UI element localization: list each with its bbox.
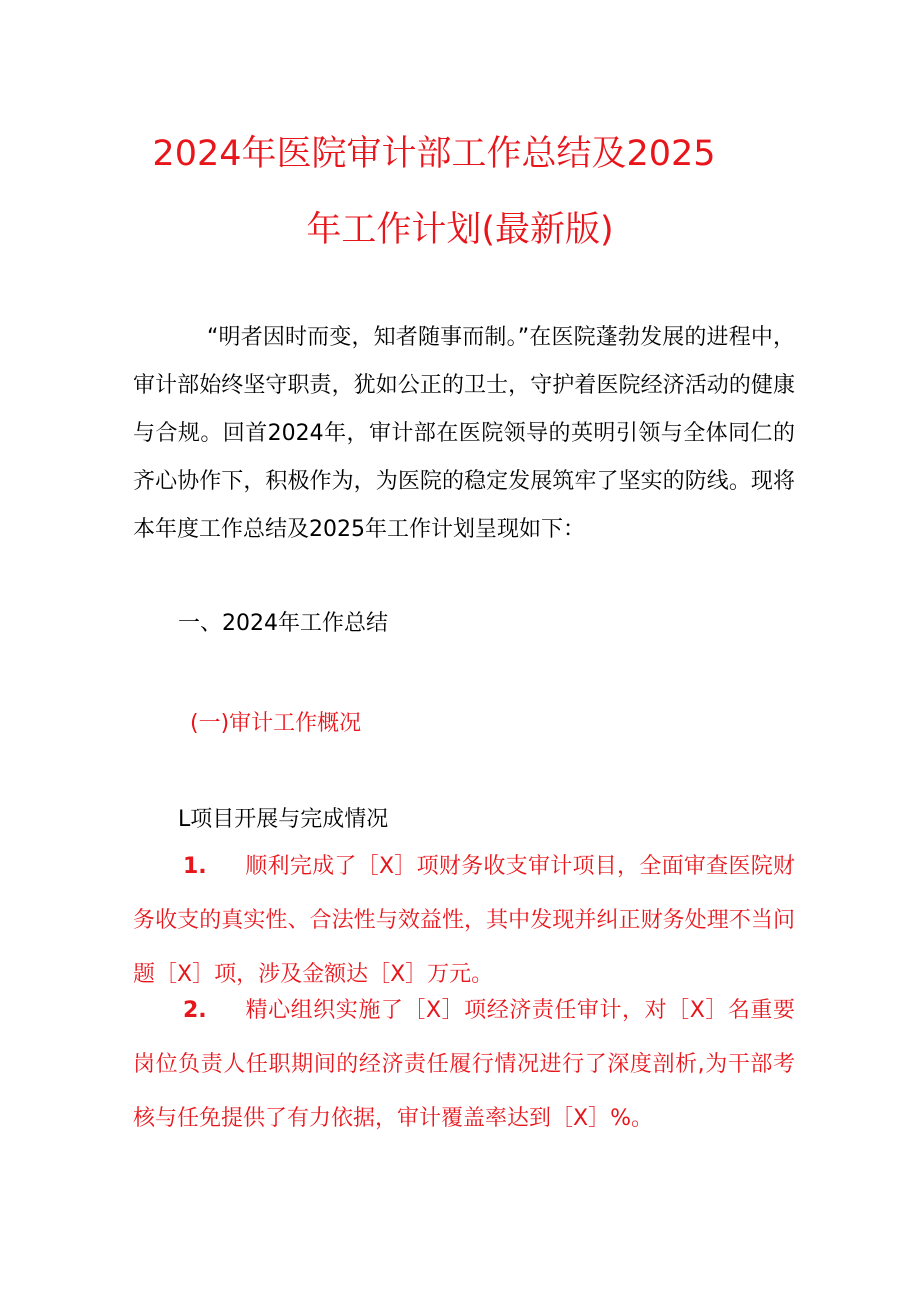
list-item-number: 2. bbox=[183, 998, 207, 1023]
document-title-line-1: 2024年医院审计部工作总结及2025 bbox=[152, 134, 716, 174]
list-item bbox=[133, 840, 795, 1002]
list-item-text: 精心组织实施了［X］项经济责任审计，对［X］名重要岗位负责人任职期间的经济责任履行情况进行了深度剖析,为干部考核与任免提供了有力依据，审计覆盖率达到［X］%。 bbox=[133, 998, 795, 1131]
intro-paragraph: “明者因时而变，知者随事而制。”在医院蓬勃发展的进程中，审计部始终坚守职责，犹如公正的卫士，守护着医院经济活动的健康与合规。回首2024年，审计部在医院领导的英明引领与全体同仁的齐心协作下，积极作为，为医院的稳定发展筑牢了坚实的防线。现将本年度工作总结及2025年工作计划呈现如下： bbox=[133, 325, 795, 542]
subsection-heading-audit-overview: (一)审计工作概况 bbox=[190, 711, 362, 736]
subsection-heading-projects: L项目开展与完成情况 bbox=[178, 807, 389, 832]
document-title-line-2: 年工作计划(最新版) bbox=[306, 210, 614, 250]
list-item-number: 1. bbox=[183, 854, 207, 879]
list-item-text: 顺利完成了［X］项财务收支审计项目，全面审查医院财务收支的真实性、合法性与效益性，其中发现并纠正财务处理不当问题［X］项，涉及金额达［X］万元。 bbox=[133, 854, 795, 987]
section-heading-summary: 一、2024年工作总结 bbox=[178, 611, 388, 636]
list-item bbox=[133, 984, 795, 1146]
